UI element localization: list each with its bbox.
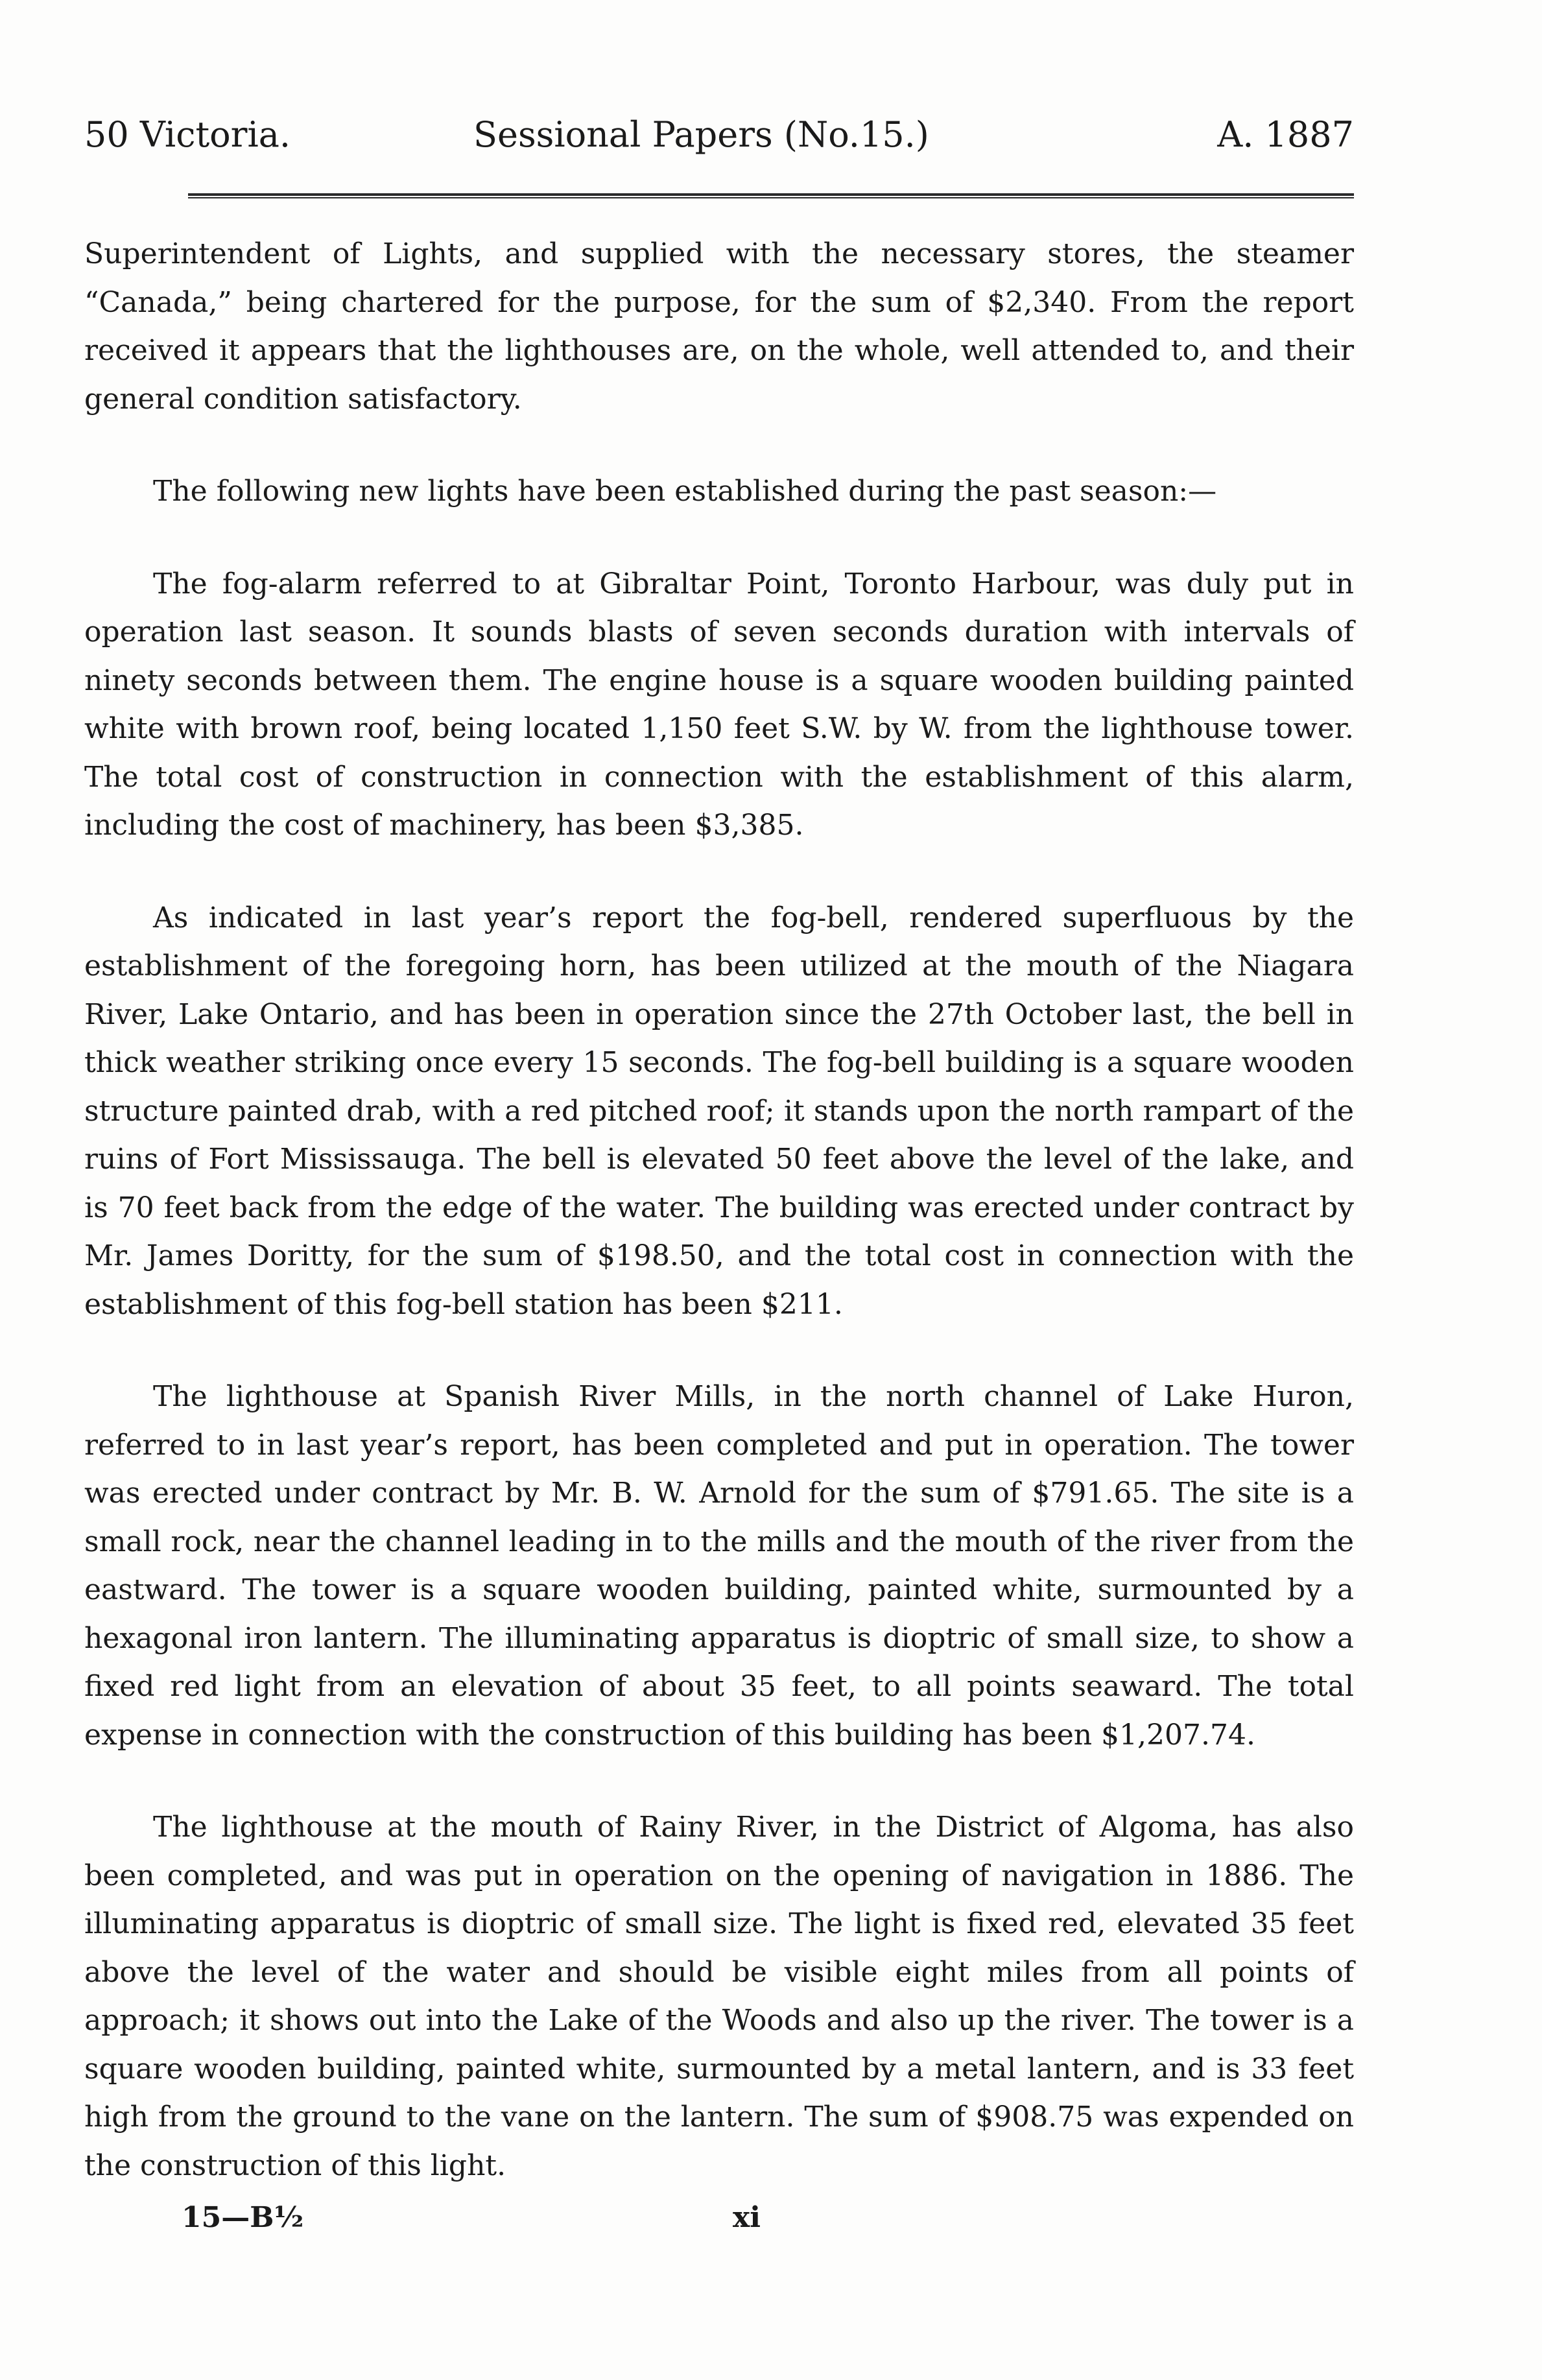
header-year: A. 1887 [1217, 114, 1354, 155]
body-text [84, 230, 1354, 2234]
header-title: Sessional Papers (No.15.) [473, 114, 929, 155]
paragraph-spanish-river: The lighthouse at Spanish River Mills, in the north channel of Lake Huron, referred to in last year’s report, has been completed and put in operation. The tower was erected under contract by Mr. B. W. Arnold for the sum of $791.65. The site is a small rock, near the channel leading in to the mills and the mouth of the river from the eastward. The tower is a square wooden building, painted white, surmounted by a hexagonal iron lantern. The illuminating apparatus is dioptric of small size, to show a fixed red light from an elevation of about 35 feet, to all points seaward. The total expense in connection with the construction of this building has been $1,207.74. [84, 1380, 1354, 1752]
paragraph-continuation: Superintendent of Lights, and supplied with the necessary stores, the steamer “Canada,” being chartered for the purpose, for the sum of $2,340. From the report received it appears that the lighthouses are, on the whole, well attended to, and their general condition satisfactory. [84, 237, 1354, 416]
paragraph-niagara-fog-bell: As indicated in last year’s report the fog-bell, rendered superfluous by the establishment of the foregoing horn, has been utilized at the mouth of the Niagara River, Lake Ontario, and has been in operation since the 27th October last, the bell in thick weather striking once every 15 seconds. The fog-bell building is a square wooden structure painted drab, with a red pitched roof; it stands upon the north rampart of the ruins of Fort Mississauga. The bell is elevated 50 feet above the level of the lake, and is 70 feet back from the edge of the water. The building was erected under contract by Mr. James Doritty, for the sum of $198.50, and the total cost in connection with the establishment of this fog-bell station has been $211. [84, 901, 1354, 1321]
header-session: 50 Victoria. [84, 114, 291, 155]
paragraph-new-lights-intro: The following new lights have been established during the past season:— [153, 475, 1217, 508]
paragraph-gibraltar-point: The fog-alarm referred to at Gibraltar Point, Toronto Harbour, was duly put in operation last season. It sounds blasts of seven seconds duration with intervals of ninety seconds between them. The engine house is a square wooden building painted white with brown roof, being located 1,150 feet S.W. by W. from the lighthouse tower. The total cost of construction in connection with the establishment of this alarm, including the cost of machinery, has been $3,385. [84, 567, 1354, 842]
header-rule [188, 193, 1354, 198]
paragraph-rainy-river: The lighthouse at the mouth of Rainy River, in the District of Algoma, has also been completed, and was put in operation on the opening of navigation in 1886. The illuminating apparatus is dioptric of small size. The light is fixed red, elevated 35 feet above the level of the water and should be visible eight miles from all points of approach; it shows out into the Lake of the Woods and also up the river. The tower is a square wooden building, painted white, surmounted by a metal lantern, and is 33 feet high from the ground to the vane on the lantern. The sum of $908.75 was expended on the construction of this light. [84, 1811, 1354, 2182]
page-number: xi [733, 2201, 761, 2234]
page-footer [84, 2195, 1354, 2241]
signature-mark: 15—B½ [182, 2201, 304, 2234]
running-header [84, 109, 1354, 161]
